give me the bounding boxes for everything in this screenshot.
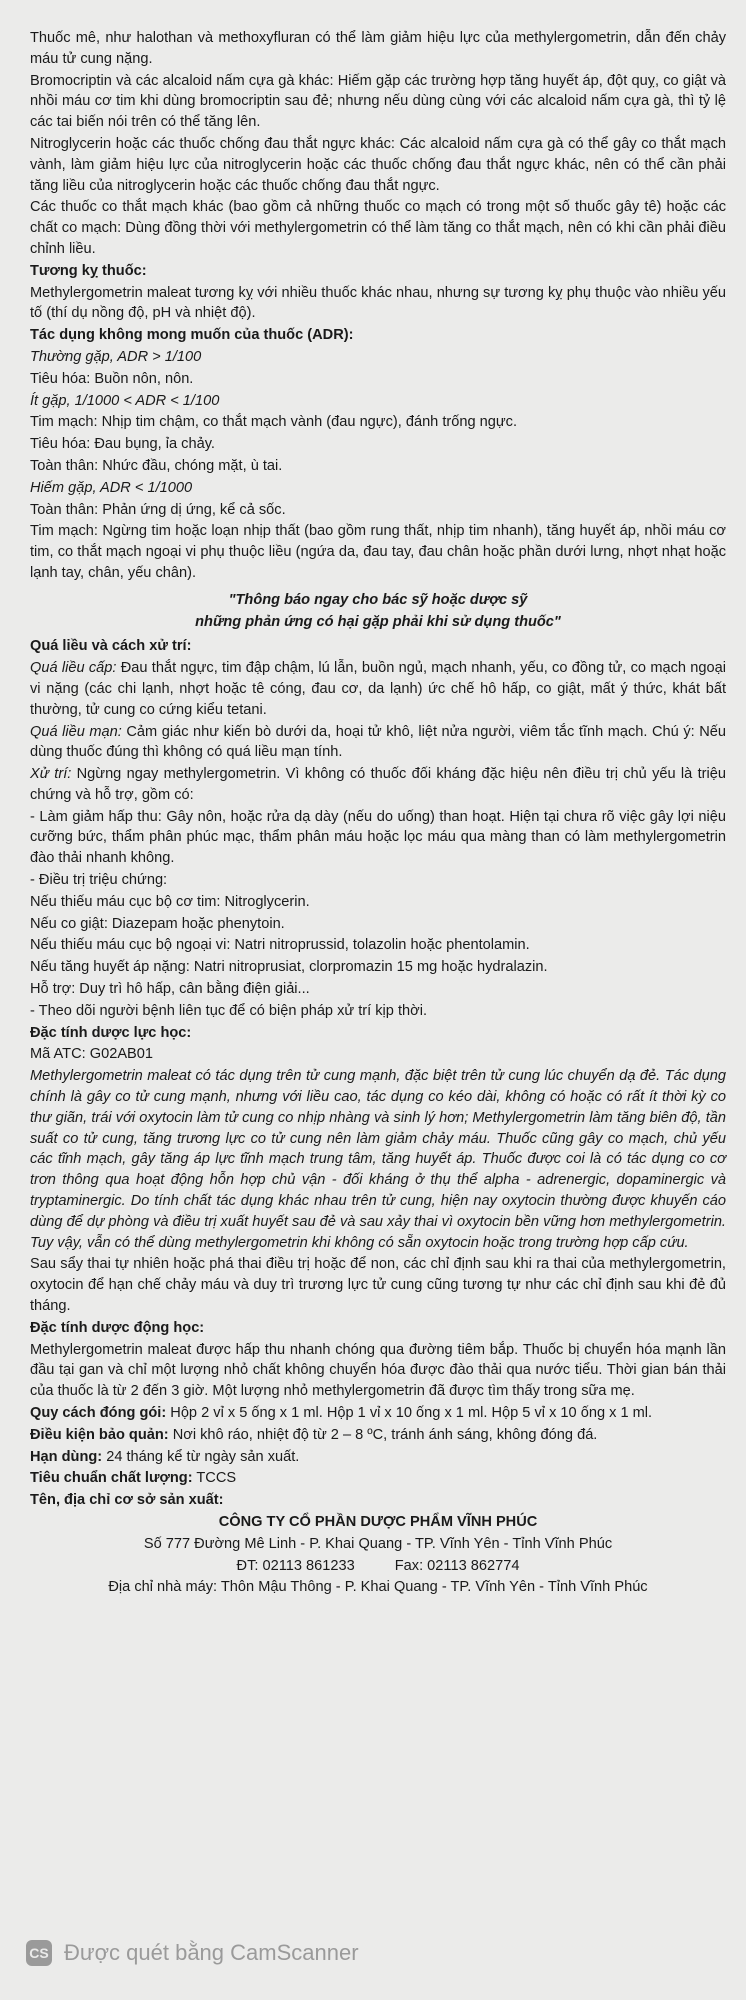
overdose-acute: Quá liều cấp: Đau thắt ngực, tim đập chậm, lú lẫn, buồn ngủ, mạch nhanh, yếu, co đồng tử, co mạch ngoại vi nặng (các chi lạnh, nhợt hoặc tê cóng, đau cơ, da lạnh) ức chế hô hấp, co giật, mất ý thức, khát bất thường, tử cung co cứng kiểu tetani. [30, 660, 726, 718]
atc-code: Mã ATC: G02AB01 [30, 1046, 154, 1063]
heading-overdose: Quá liều và cách xử trí: [30, 638, 192, 655]
overdose-chronic: Quá liều mạn: Cảm giác như kiến bò dưới da, hoại tử khô, liệt nửa người, viêm tắc tĩnh mạch. Chú ý: Nếu dùng thuốc đúng thì không có quá liều mạn tính. [30, 723, 726, 761]
adr-common-item: Tiêu hóa: Buồn nôn, nôn. [30, 370, 194, 387]
treatment-step: Hỗ trợ: Duy trì hô hấp, cân bằng điện giải... [30, 981, 310, 998]
pharmacokinetics-text: Methylergometrin maleat được hấp thu nhanh chóng qua đường tiêm bắp. Thuốc bị chuyển hóa mạnh lần đầu tại gan và chỉ một lượng nhỏ chất không chuyển hóa được đào thải qua nước tiểu. Thời gian bán thải của thuốc là từ 2 đến 3 giờ. Một lượng nhỏ methylergometrin đã được tìm thấy trong sữa mẹ. [30, 1341, 726, 1400]
adr-uncommon-item: Toàn thân: Nhức đầu, chóng mặt, ù tai. [30, 457, 283, 474]
camscanner-logo-icon: CS [26, 1940, 52, 1966]
watermark-text: Được quét bằng CamScanner [64, 1940, 359, 1965]
heading-adr: Tác dụng không mong muốn của thuốc (ADR): [30, 327, 354, 344]
treatment-step: Nếu thiếu máu cục bộ ngoại vi: Natri nitroprussid, tolazolin hoặc phentolamin. [30, 937, 530, 954]
treatment-step: Nếu thiếu máu cục bộ cơ tim: Nitroglycerin. [30, 893, 310, 910]
interaction-bromocriptin: Bromocriptin và các alcaloid nấm cựa gà khác: Hiếm gặp các trường hợp tăng huyết áp, đột quỵ, co giật và nhồi máu cơ tim khi dùng bromocriptin sau đẻ; nhưng nếu dùng cùng với các alcaloid nấm cựa gà, thì tỷ lệ các tai biến nói trên có thể tăng lên. [30, 72, 726, 131]
treatment-step: - Điều trị triệu chứng: [30, 872, 168, 889]
manufacturer-label: Tên, địa chỉ cơ sở sản xuất: [30, 1492, 224, 1509]
company-address: Số 777 Đường Mê Linh - P. Khai Quang - TP. Vĩnh Yên - Tỉnh Vĩnh Phúc [143, 1535, 613, 1552]
leaflet-body [30, 28, 726, 1599]
adr-rare-label: Hiếm gặp, ADR < 1/1000 [30, 479, 193, 496]
adr-uncommon-label: Ít gặp, 1/1000 < ADR < 1/100 [30, 392, 220, 409]
adr-rare-item: Toàn thân: Phản ứng dị ứng, kể cả sốc. [30, 501, 286, 518]
heading-incompatibility: Tương kỵ thuốc: [30, 262, 147, 279]
company-contacts [30, 1556, 726, 1577]
treatment-step: - Theo dõi người bệnh liên tục để có biện pháp xử trí kịp thời. [30, 1002, 427, 1019]
overdose-treatment: Xử trí: Ngừng ngay methylergometrin. Vì không có thuốc đối kháng đặc hiệu nên điều trị chủ yếu là triệu chứng và hỗ trợ, gồm có: [30, 766, 726, 803]
adr-common-label: Thường gặp, ADR > 1/100 [30, 348, 202, 365]
adr-rare-item: Tim mạch: Ngừng tim hoặc loạn nhịp thất (bao gồm rung thất, nhịp tim nhanh), tăng huyết áp, nhồi máu cơ tim, co thắt mạch ngoại vi phụ thuộc liều (ngứa da, đau tay, đau chân hoặc phần dưới lưng, nhợt nhạt hoặc lạnh tay, chân, yếu chân). [30, 523, 726, 581]
packaging: Quy cách đóng gói: Hộp 2 vỉ x 5 ống x 1 ml. Hộp 1 vỉ x 10 ống x 1 ml. Hộp 5 vỉ x 10 ống x 1 ml. [30, 1405, 653, 1421]
heading-pharmacokinetics: Đặc tính dược động học: [30, 1319, 205, 1336]
adr-uncommon-item: Tim mạch: Nhịp tim chậm, co thắt mạch vành (đau ngực), đánh trống ngực. [30, 414, 518, 431]
expiry: Hạn dùng: 24 tháng kể từ ngày sản xuất. [30, 1448, 300, 1465]
adr-uncommon-item: Tiêu hóa: Đau bụng, ỉa chảy. [30, 436, 215, 453]
fax: Fax: 02113 862774 [394, 1557, 520, 1574]
pharmacodynamics-text-2: Sau sẩy thai tự nhiên hoặc phá thai điều trị hoặc để non, các chỉ định sau khi ra thai của methylergometrin, oxytocin để hạn chế chảy máu và duy trì trương lực tử cung cũng tương tự như các chỉ định sau khi đẻ đủ tháng. [30, 1256, 726, 1315]
camscanner-watermark [26, 1938, 359, 1968]
notice-line-1: "Thông báo ngay cho bác sỹ hoặc dược sỹ [228, 591, 528, 608]
storage: Điều kiện bảo quản: Nơi khô ráo, nhiệt độ từ 2 – 8 ºC, tránh ánh sáng, không đóng đá. [30, 1426, 598, 1443]
treatment-step: - Làm giảm hấp thu: Gây nôn, hoặc rửa dạ dày (nếu do uống) than hoạt. Hiện tại chưa rõ việc gây lợi niệu cưỡng bức, thẩm phân phúc mạc, thẩm phân máu hoặc lọc máu qua màng than có làm methylergometrin đào thải nhanh không. [30, 808, 726, 867]
treatment-step: Nếu co giật: Diazepam hoặc phenytoin. [30, 915, 285, 932]
interaction-vasoconstrictors: Các thuốc co thắt mạch khác (bao gồm cả những thuốc co mạch có trong một số thuốc gây tê) hoặc các chất co mạch: Dùng đồng thời với methylergometrin có thể làm tăng co thắt mạch, nên có khi cần phải điều chỉnh liều. [30, 199, 726, 257]
interaction-anesthetics: Thuốc mê, như halothan và methoxyfluran có thể làm giảm hiệu lực của methylergometrin, dẫn đến chảy máu tử cung nặng. [30, 30, 726, 67]
pharmacodynamics-text: Methylergometrin maleat có tác dụng trên tử cung mạnh, đặc biệt trên tử cung lúc chuyển dạ đẻ. Tác dụng chính là gây co tử cung mạnh, nhưng với liều cao, tác dụng co kéo dài, không có hoặc có rất ít thời kỳ co thư giãn, trái với oxytocin làm tử cung co nhịp nhàng và sinh lý hơn; Methylergometrin làm tăng biên độ, tần suất co tử cung, tăng trương lực co tử cung nên làm giảm chảy máu. Thuốc cũng gây co mạch, chủ yếu các tĩnh mạch, gây tăng áp lực tĩnh mạch trung tâm, tăng huyết áp. Thuốc được coi là có tác dụng co cơ trơn thông qua hoạt động hỗn hợp chủ vận - đối kháng ở thụ thể alpha - adrenergic, dopaminergic và tryptaminergic. Do tính chất tác dụng khác nhau trên tử cung, hiện nay oxytocin thường được khuyến cáo dùng để dự phòng và điều trị xuất huyết sau đẻ và sau xảy thai vì oxytocin bền vững hơn methylergometrin. Tuy vậy, vẫn có thể dùng methylergometrin khi không có sẵn oxytocin hoặc trong trường hợp cấp cứu. [30, 1068, 726, 1251]
incompatibility-text: Methylergometrin maleat tương kỵ với nhiều thuốc khác nhau, nhưng sự tương kỵ phụ thuộc vào nhiều yếu tố (thí dụ nồng độ, pH và nhiệt độ). [30, 284, 726, 322]
heading-pharmacodynamics: Đặc tính dược lực học: [30, 1024, 192, 1041]
notice-line-2: những phản ứng có hại gặp phải khi sử dụng thuốc" [195, 613, 561, 630]
phone: ĐT: 02113 861233 [236, 1557, 355, 1574]
treatment-step: Nếu tăng huyết áp nặng: Natri nitroprusiat, clorpromazin 15 mg hoặc hydralazin. [30, 959, 548, 976]
company-name: CÔNG TY CỔ PHẦN DƯỢC PHẨM VĨNH PHÚC [218, 1513, 538, 1530]
interaction-nitroglycerin: Nitroglycerin hoặc các thuốc chống đau thắt ngực khác: Các alcaloid nấm cựa gà có thể gây co thắt mạch vành, làm giảm hiệu lực của nitroglycerin hoặc các thuốc chống đau thắt ngực khác, nên có thể cần phải tăng liều của nitroglycerin hoặc các thuốc chống đau thắt ngực. [30, 135, 726, 194]
factory-address: Địa chỉ nhà máy: Thôn Mậu Thông - P. Khai Quang - TP. Vĩnh Yên - Tỉnh Vĩnh Phúc [108, 1579, 648, 1596]
quality-standard: Tiêu chuẩn chất lượng: TCCS [30, 1470, 237, 1487]
